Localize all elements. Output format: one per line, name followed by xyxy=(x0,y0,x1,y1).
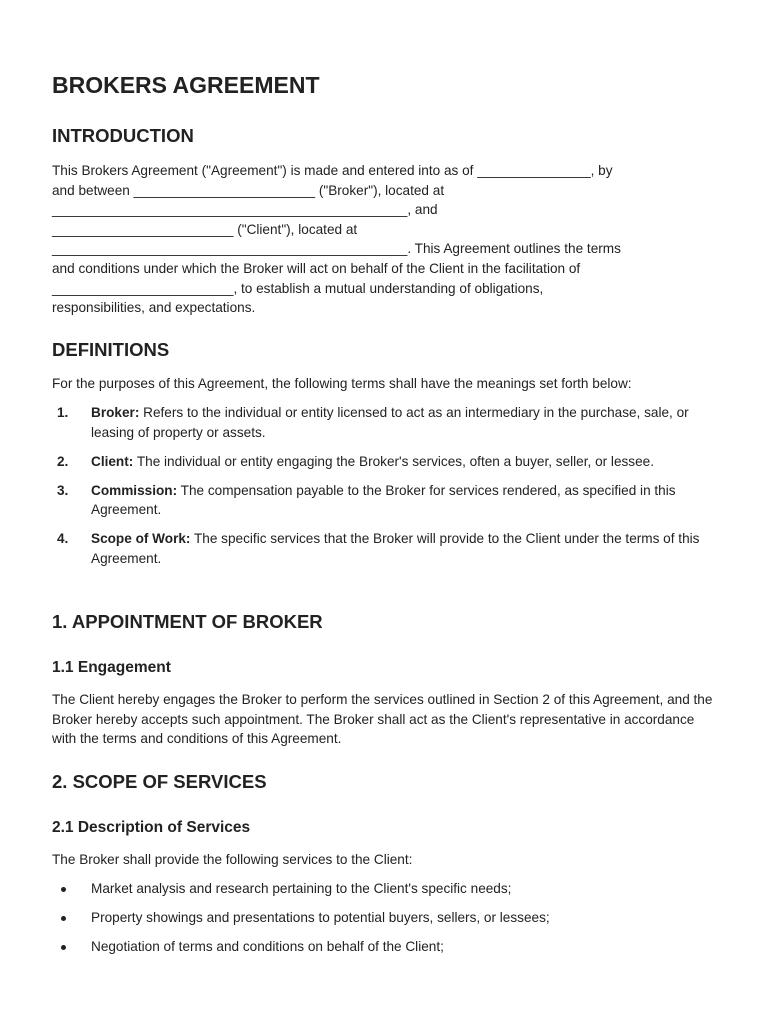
definition-text: The specific services that the Broker will provide to the Client under the terms of this Agreement. xyxy=(91,531,700,567)
section2-lead: The Broker shall provide the following services to the Client: xyxy=(52,852,413,867)
definition-term: Broker: xyxy=(91,405,140,420)
intro-line: This Brokers Agreement ("Agreement") is made and entered into as of _______________, by xyxy=(52,163,613,178)
definition-number: 2. xyxy=(57,453,69,469)
service-text: Negotiation of terms and conditions on behalf of the Client; xyxy=(91,939,444,955)
service-text: Property showings and presentations to potential buyers, sellers, or lessees; xyxy=(91,910,550,926)
definitions-section xyxy=(52,339,720,361)
introduction-section xyxy=(52,125,720,147)
section1-body-block xyxy=(52,690,720,749)
intro-line: ________________________ ("Client"), located at xyxy=(52,221,358,237)
definition-term: Scope of Work: xyxy=(91,531,191,547)
bullet-icon xyxy=(61,945,66,950)
definition-item xyxy=(52,452,720,472)
services-list-block xyxy=(52,879,720,967)
section2-lead-block xyxy=(52,850,720,870)
definitions-lead: For the purposes of this Agreement, the following terms shall have the meanings set forth below: xyxy=(52,376,632,391)
section2-heading: 2. SCOPE OF SERVICES xyxy=(52,771,267,792)
section2-subheading-block xyxy=(52,819,720,837)
introduction-body xyxy=(52,161,720,318)
intro-line: ________________________, to establish a mutual understanding of obligations, xyxy=(52,280,544,296)
definition-text: The compensation payable to the Broker for services rendered, as specified in this Agreement. xyxy=(91,482,676,518)
document-title: BROKERS AGREEMENT xyxy=(52,72,320,98)
section2-heading-block xyxy=(52,771,720,793)
definition-term: Client: xyxy=(91,453,134,469)
definition-text: The individual or entity engaging the Broker's services, often a buyer, seller, or lessee. xyxy=(133,453,655,469)
service-item xyxy=(52,879,720,899)
service-text: Market analysis and research pertaining to the Client's specific needs; xyxy=(91,881,512,896)
bullet-icon xyxy=(61,916,66,921)
definition-number: 1. xyxy=(57,405,69,420)
definition-item xyxy=(52,403,720,442)
bullet-icon xyxy=(61,887,66,892)
service-item xyxy=(52,908,720,928)
definitions-list xyxy=(52,403,720,569)
definitions-list-block xyxy=(52,403,720,578)
introduction-heading: INTRODUCTION xyxy=(52,125,194,146)
definitions-lead-block xyxy=(52,374,720,394)
intro-line: and conditions under which the Broker will act on behalf of the Client in the facilitation of xyxy=(52,260,581,276)
service-item xyxy=(52,937,720,957)
intro-line: and between ________________________ ("Broker"), located at xyxy=(52,182,445,198)
section1-body: The Client hereby engages the Broker to perform the services outlined in Section 2 of this Agreement, and the Broker hereby accepts such appointment. The Broker shall act as the Client's representative in accordance with the terms and conditions of this Agreement. xyxy=(52,692,713,747)
definition-item xyxy=(52,481,720,520)
intro-line: responsibilities, and expectations. xyxy=(52,300,256,316)
intro-line: _______________________________________________. This Agreement outlines the terms xyxy=(52,241,621,257)
definition-number: 4. xyxy=(57,531,69,547)
section1-heading: 1. APPOINTMENT OF BROKER xyxy=(52,611,323,632)
definitions-heading: DEFINITIONS xyxy=(52,339,170,360)
section1-subheading: 1.1 Engagement xyxy=(52,659,171,676)
definition-term: Commission: xyxy=(91,482,178,498)
section1-heading-block xyxy=(52,611,720,633)
intro-line: _______________________________________________, and xyxy=(52,202,438,218)
definition-item xyxy=(52,529,720,568)
section1-subheading-block xyxy=(52,659,720,677)
services-list xyxy=(52,879,720,957)
section2-subheading: 2.1 Description of Services xyxy=(52,819,251,836)
definition-text: Refers to the individual or entity licensed to act as an intermediary in the purchase, sale, or leasing of property or assets. xyxy=(91,405,689,440)
definition-number: 3. xyxy=(57,482,69,498)
